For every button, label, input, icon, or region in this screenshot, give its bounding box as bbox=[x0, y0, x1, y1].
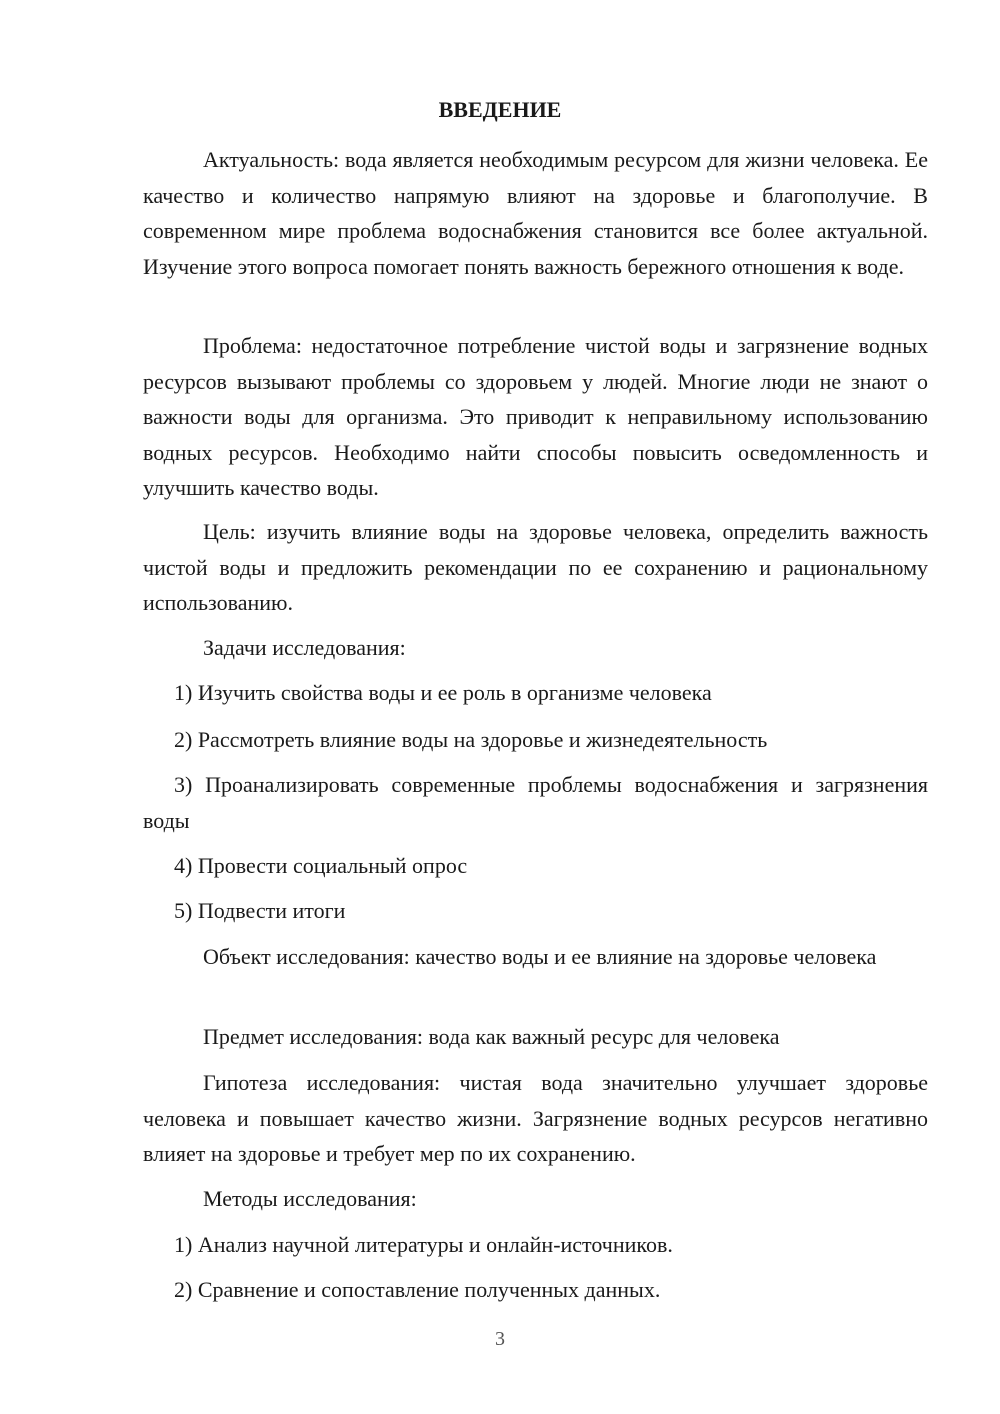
tasks-heading: Задачи исследования: bbox=[203, 635, 406, 660]
task-item-2: 2) Рассмотреть влияние воды на здоровье и жизнедеятельность bbox=[174, 727, 768, 752]
relevance-paragraph: Актуальность: вода является необходимым ресурсом для жизни человека. Ее качество и количество напрямую влияют на здоровье и благополучие. В современном мире проблема водоснабжения становится все более актуальной. Изучение этого вопроса помогает понять важность бережного отношения к воде. bbox=[143, 147, 928, 279]
problem-paragraph: Проблема: недостаточное потребление чистой воды и загрязнение водных ресурсов вызывают проблемы со здоровьем у людей. Многие люди не знают о важности воды для организма. Это приводит к неправильному использованию водных ресурсов. Необходимо найти способы повысить осведомленность и улучшить качество воды. bbox=[143, 333, 928, 500]
method-item-1: 1) Анализ научной литературы и онлайн-источников. bbox=[174, 1232, 673, 1257]
method-item-2: 2) Сравнение и сопоставление полученных данных. bbox=[174, 1277, 661, 1302]
task-item-5: 5) Подвести итоги bbox=[174, 898, 346, 923]
object-paragraph: Объект исследования: качество воды и ее влияние на здоровье человека bbox=[203, 944, 877, 969]
hypothesis-paragraph: Гипотеза исследования: чистая вода значительно улучшает здоровье человека и повышает качество жизни. Загрязнение водных ресурсов негативно влияет на здоровье и требует мер по их сохранению. bbox=[143, 1070, 928, 1166]
task-item-4: 4) Провести социальный опрос bbox=[174, 853, 468, 878]
task-item-1: 1) Изучить свойства воды и ее роль в организме человека bbox=[174, 680, 712, 705]
methods-heading: Методы исследования: bbox=[203, 1186, 417, 1211]
page-title: ВВЕДЕНИЕ bbox=[438, 97, 562, 122]
page-number: 3 bbox=[495, 1328, 505, 1350]
goal-paragraph: Цель: изучить влияние воды на здоровье человека, определить важность чистой воды и предложить рекомендации по ее сохранению и рациональному использованию. bbox=[143, 519, 928, 615]
subject-paragraph: Предмет исследования: вода как важный ресурс для человека bbox=[203, 1024, 780, 1049]
task-item-3: 3) Проанализировать современные проблемы водоснабжения и загрязнения воды bbox=[143, 772, 928, 833]
